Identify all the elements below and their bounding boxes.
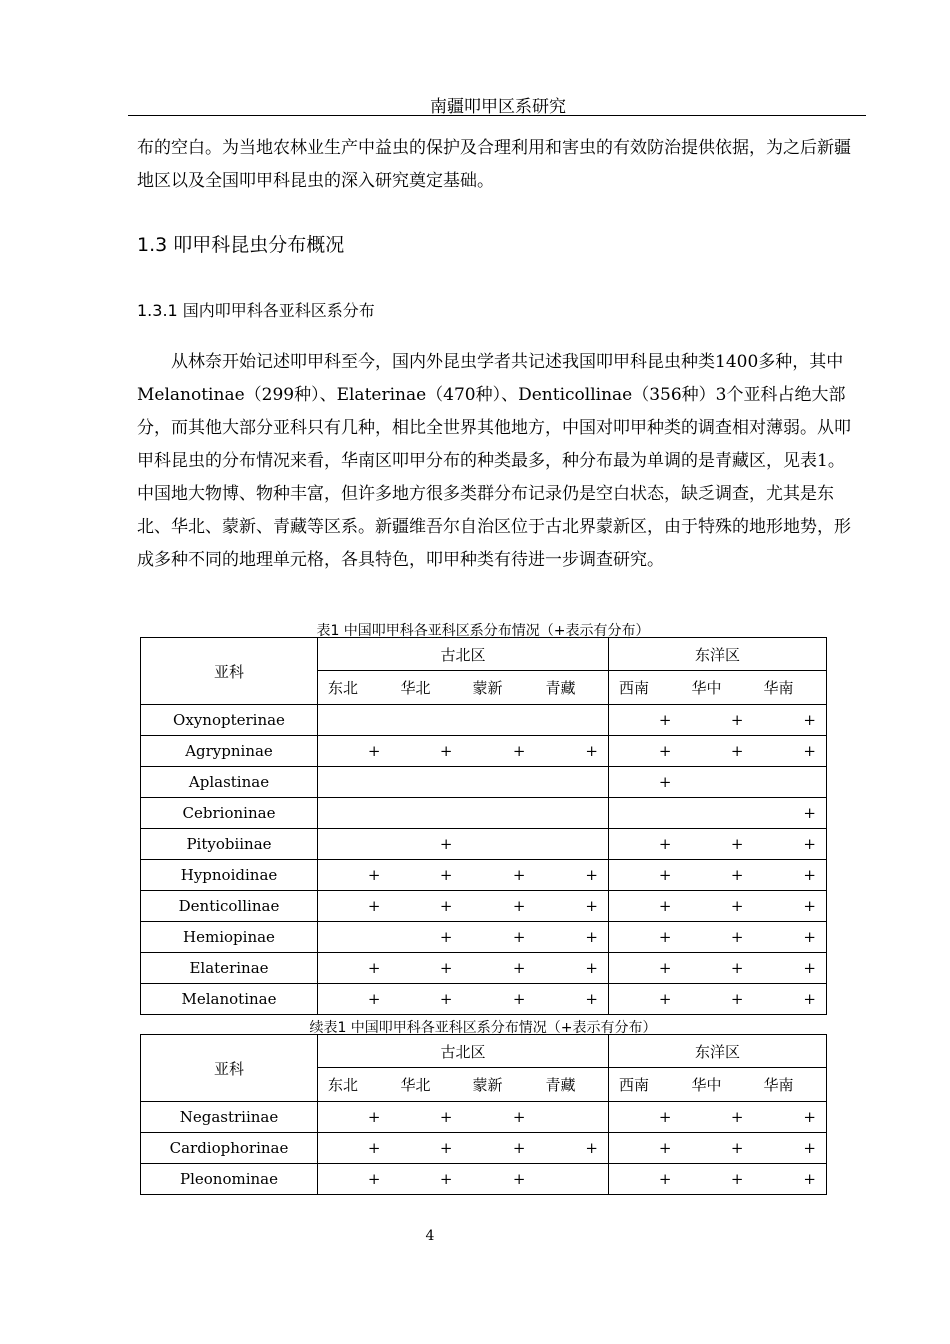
- distribution-mark: +: [609, 736, 682, 767]
- subfamily-name: Denticollinae: [141, 891, 318, 922]
- table-row: [141, 1102, 827, 1133]
- distribution-mark: [754, 767, 827, 798]
- distribution-mark: [536, 829, 609, 860]
- body-paragraph-text: 从林奈开始记述叩甲科至今，国内外昆虫学者共记述我国叩甲科昆虫种类1400多种，其中Melanotinae（299种）、Elaterinae（470种）、Denticollinae（356种）3个亚科占绝大部分，而其他大部分亚科只有几种，相比全世界其他地方，中国对叩甲种类的调查相对薄弱。从叩甲科昆虫的分布情况来看，华南区叩甲分布的种类最多，种分布最为单调的是青藏区，见表1。中国地大物博、物种丰富，但许多地方很多类群分布记录仍是空白状态，缺乏调查，尤其是东北、华北、蒙新、青藏等区系。新疆维吾尔自治区位于古北界蒙新区，由于特殊的地形地势，形成多种不同的地理单元格，各具特色，叩甲种类有待进一步调查研究。: [137, 352, 851, 570]
- distribution-mark: +: [682, 1164, 754, 1195]
- distribution-mark: +: [609, 922, 682, 953]
- distribution-mark: +: [391, 860, 463, 891]
- distribution-mark: [536, 705, 609, 736]
- column-header: 西南: [609, 1068, 682, 1102]
- distribution-mark: +: [682, 891, 754, 922]
- distribution-mark: +: [609, 984, 682, 1015]
- distribution-mark: +: [463, 953, 536, 984]
- distribution-mark: +: [754, 860, 827, 891]
- distribution-mark: +: [682, 860, 754, 891]
- distribution-mark: +: [682, 705, 754, 736]
- column-header: 华南: [754, 1068, 827, 1102]
- distribution-mark: +: [536, 922, 609, 953]
- table-row: [141, 984, 827, 1015]
- column-header: 西南: [609, 671, 682, 705]
- distribution-mark: [682, 767, 754, 798]
- distribution-mark: [318, 829, 391, 860]
- distribution-mark: +: [463, 1133, 536, 1164]
- table-row: [141, 829, 827, 860]
- distribution-mark: +: [682, 1133, 754, 1164]
- distribution-mark: +: [609, 891, 682, 922]
- running-header-title: 南疆叩甲区系研究: [430, 97, 566, 117]
- column-header: 华北: [391, 671, 463, 705]
- table-row: [141, 767, 827, 798]
- body-paragraph: [137, 346, 861, 577]
- distribution-mark: +: [463, 860, 536, 891]
- distribution-mark: +: [536, 736, 609, 767]
- column-header: 华中: [682, 671, 754, 705]
- distribution-mark: +: [609, 860, 682, 891]
- distribution-mark: +: [754, 705, 827, 736]
- subfamily-name: Negastriinae: [141, 1102, 318, 1133]
- table-row: [141, 798, 827, 829]
- subfamily-name: Melanotinae: [141, 984, 318, 1015]
- distribution-mark: +: [609, 1164, 682, 1195]
- page-number: 4: [425, 1228, 435, 1244]
- subfamily-name: Cebrioninae: [141, 798, 318, 829]
- column-header: 华北: [391, 1068, 463, 1102]
- distribution-mark: +: [391, 1133, 463, 1164]
- distribution-mark: [463, 767, 536, 798]
- distribution-mark: +: [536, 860, 609, 891]
- table-row: [141, 1133, 827, 1164]
- distribution-mark: [536, 767, 609, 798]
- palearctic-header: 古北区: [318, 1035, 609, 1068]
- distribution-mark: +: [609, 767, 682, 798]
- distribution-mark: +: [536, 1133, 609, 1164]
- distribution-mark: +: [754, 798, 827, 829]
- table-row: [141, 705, 827, 736]
- distribution-mark: +: [754, 922, 827, 953]
- distribution-mark: +: [754, 1164, 827, 1195]
- distribution-mark: +: [463, 984, 536, 1015]
- distribution-mark: +: [463, 922, 536, 953]
- subfamily-header: 亚科: [141, 1035, 318, 1102]
- subfamily-name: Pleonominae: [141, 1164, 318, 1195]
- distribution-mark: +: [682, 984, 754, 1015]
- distribution-mark: [463, 829, 536, 860]
- table-row: [141, 1164, 827, 1195]
- subfamily-name: Oxynopterinae: [141, 705, 318, 736]
- distribution-mark: [536, 1102, 609, 1133]
- distribution-mark: +: [318, 860, 391, 891]
- palearctic-header: 古北区: [318, 638, 609, 671]
- distribution-mark: +: [391, 984, 463, 1015]
- column-header: 青藏: [536, 1068, 609, 1102]
- distribution-mark: +: [463, 891, 536, 922]
- header-rule: [128, 115, 866, 116]
- distribution-mark: +: [682, 736, 754, 767]
- distribution-mark: +: [609, 1102, 682, 1133]
- column-header: 青藏: [536, 671, 609, 705]
- table-row: [141, 922, 827, 953]
- distribution-mark: +: [536, 984, 609, 1015]
- distribution-mark: [463, 798, 536, 829]
- table-row: [141, 891, 827, 922]
- subfamily-name: Hemiopinae: [141, 922, 318, 953]
- distribution-mark: +: [318, 1133, 391, 1164]
- distribution-mark: +: [682, 922, 754, 953]
- distribution-mark: [391, 705, 463, 736]
- distribution-mark: +: [754, 829, 827, 860]
- oriental-header: 东洋区: [609, 638, 827, 671]
- table-row: [141, 953, 827, 984]
- distribution-mark: +: [318, 984, 391, 1015]
- distribution-mark: +: [391, 1102, 463, 1133]
- distribution-table-continued: [140, 1034, 827, 1195]
- distribution-mark: [391, 798, 463, 829]
- distribution-mark: +: [391, 829, 463, 860]
- distribution-mark: +: [463, 1164, 536, 1195]
- distribution-mark: [536, 798, 609, 829]
- section-heading: 1.3 叩甲科昆虫分布概况: [137, 234, 345, 256]
- distribution-mark: +: [754, 1102, 827, 1133]
- distribution-mark: +: [318, 953, 391, 984]
- distribution-mark: +: [754, 736, 827, 767]
- distribution-mark: +: [391, 891, 463, 922]
- distribution-mark: +: [754, 984, 827, 1015]
- distribution-mark: +: [318, 1164, 391, 1195]
- column-header: 东北: [318, 1068, 391, 1102]
- distribution-mark: +: [463, 1102, 536, 1133]
- distribution-mark: +: [609, 953, 682, 984]
- table-1-continued-caption: 续表1 中国叩甲科各亚科区系分布情况（+表示有分布）: [309, 1020, 657, 1036]
- distribution-mark: +: [391, 922, 463, 953]
- distribution-mark: +: [391, 736, 463, 767]
- subfamily-name: Aplastinae: [141, 767, 318, 798]
- distribution-mark: [536, 1164, 609, 1195]
- distribution-mark: [463, 705, 536, 736]
- distribution-mark: +: [536, 953, 609, 984]
- distribution-mark: +: [318, 891, 391, 922]
- distribution-mark: +: [536, 891, 609, 922]
- distribution-mark: +: [682, 1102, 754, 1133]
- subsection-heading: 1.3.1 国内叩甲科各亚科区系分布: [137, 301, 375, 320]
- distribution-mark: +: [754, 953, 827, 984]
- subfamily-name: Pityobiinae: [141, 829, 318, 860]
- column-header: 华南: [754, 671, 827, 705]
- table-row: [141, 736, 827, 767]
- column-header: 蒙新: [463, 1068, 536, 1102]
- distribution-mark: [318, 798, 391, 829]
- distribution-mark: [391, 767, 463, 798]
- distribution-mark: +: [391, 1164, 463, 1195]
- subfamily-name: Agrypninae: [141, 736, 318, 767]
- distribution-mark: +: [318, 736, 391, 767]
- column-header: 蒙新: [463, 671, 536, 705]
- distribution-mark: +: [682, 829, 754, 860]
- table-1-caption: 表1 中国叩甲科各亚科区系分布情况（+表示有分布）: [316, 623, 650, 639]
- distribution-mark: +: [754, 1133, 827, 1164]
- distribution-mark: +: [609, 705, 682, 736]
- table-row: [141, 860, 827, 891]
- subfamily-name: Cardiophorinae: [141, 1133, 318, 1164]
- distribution-mark: +: [463, 736, 536, 767]
- distribution-mark: +: [391, 953, 463, 984]
- distribution-mark: +: [318, 1102, 391, 1133]
- table-header-row: [141, 638, 827, 671]
- distribution-mark: [318, 705, 391, 736]
- subfamily-name: Hypnoidinae: [141, 860, 318, 891]
- distribution-mark: +: [609, 1133, 682, 1164]
- intro-paragraph: 布的空白。为当地农林业生产中益虫的保护及合理利用和害虫的有效防治提供依据，为之后新疆地区以及全国叩甲科昆虫的深入研究奠定基础。: [137, 138, 851, 191]
- distribution-mark: +: [754, 891, 827, 922]
- column-header: 东北: [318, 671, 391, 705]
- table-header-row: [141, 1035, 827, 1068]
- subfamily-header: 亚科: [141, 638, 318, 705]
- oriental-header: 东洋区: [609, 1035, 827, 1068]
- distribution-mark: [682, 798, 754, 829]
- subfamily-name: Elaterinae: [141, 953, 318, 984]
- distribution-mark: [318, 922, 391, 953]
- distribution-mark: [318, 767, 391, 798]
- distribution-mark: +: [682, 953, 754, 984]
- column-header: 华中: [682, 1068, 754, 1102]
- distribution-table: [140, 637, 827, 1015]
- distribution-mark: +: [609, 829, 682, 860]
- distribution-mark: [609, 798, 682, 829]
